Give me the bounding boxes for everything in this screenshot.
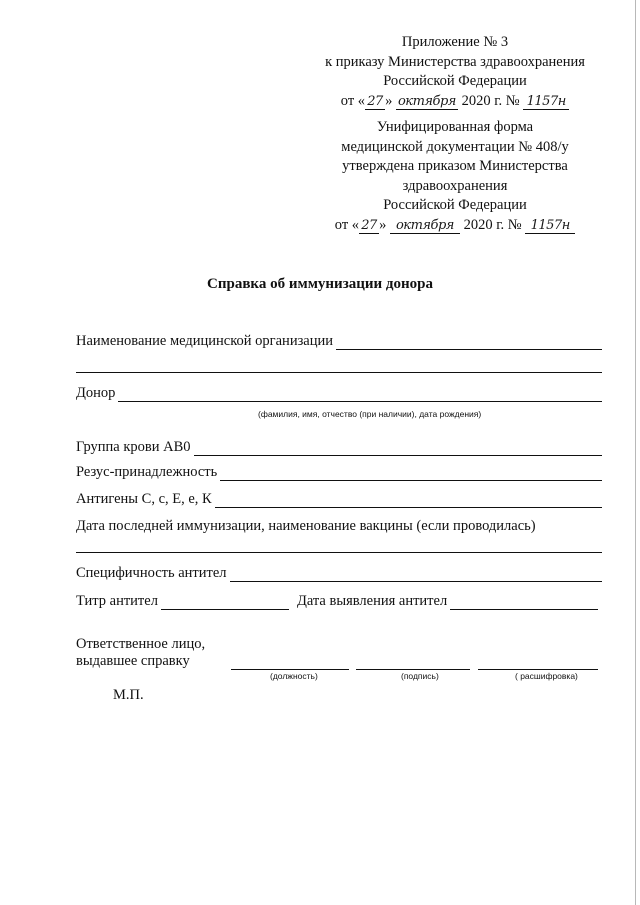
stamp-place: М.П. xyxy=(113,687,144,703)
handwritten-order-no: 1157н xyxy=(523,94,569,110)
antigens-input-line[interactable] xyxy=(215,492,602,508)
handwritten-month: октября xyxy=(396,94,458,110)
antigens-field xyxy=(76,488,602,508)
antigens-label: Антигены С, с, Е, е, К xyxy=(76,491,212,507)
document-title: Справка об иммунизации донора xyxy=(207,276,433,292)
date-mid: » xyxy=(379,216,387,233)
org-input-line[interactable] xyxy=(336,334,602,350)
appendix-line1: Приложение № 3 xyxy=(401,34,509,50)
detection-date-input-line[interactable] xyxy=(450,594,598,610)
org-input-line-2[interactable] xyxy=(76,372,602,373)
org-label: Наименование медицинской организации xyxy=(76,333,334,349)
donor-input-line[interactable] xyxy=(118,386,602,402)
form-approval-note xyxy=(300,118,610,235)
position-input-line[interactable] xyxy=(231,668,349,670)
responsible-line1: Ответственное лицо, xyxy=(76,636,206,652)
form-note-line3: утверждена приказом Министерства xyxy=(342,158,568,174)
donor-field xyxy=(76,382,602,402)
specificity-input-line[interactable] xyxy=(230,566,602,582)
specificity-label: Специфичность антител xyxy=(76,565,227,581)
signature-caption: (подпись) xyxy=(401,671,439,681)
rh-label: Резус-принадлежность xyxy=(76,464,218,480)
date-prefix: от « xyxy=(334,216,360,233)
date-year: 2020 г. № xyxy=(463,216,522,233)
appendix-line3: Российской Федерации xyxy=(383,73,527,89)
form-note-line5: Российской Федерации xyxy=(383,197,527,213)
decoding-input-line[interactable] xyxy=(478,668,598,670)
detection-date-label: Дата выявления антител xyxy=(296,593,448,609)
appendix-header xyxy=(300,33,610,111)
appendix-line2: к приказу Министерства здравоохранения xyxy=(325,53,585,70)
form-note-date-line xyxy=(300,216,610,236)
rh-input-line[interactable] xyxy=(220,465,602,481)
page-edge xyxy=(635,0,636,905)
blood-group-label: Группа крови АВ0 xyxy=(76,439,191,455)
org-field xyxy=(76,330,602,350)
form-note-line2: медицинской документации № 408/у xyxy=(341,138,569,155)
specificity-field xyxy=(76,562,602,582)
appendix-date-line xyxy=(300,92,610,112)
blood-group-field xyxy=(76,436,602,456)
blood-group-input-line[interactable] xyxy=(194,440,602,456)
date-year: 2020 г. № xyxy=(461,92,520,109)
decoding-caption: ( расшифровка) xyxy=(515,671,578,681)
rh-field xyxy=(76,461,602,481)
titer-detection-field xyxy=(76,590,598,610)
form-note-line1: Унифицированная форма xyxy=(376,119,534,135)
handwritten-day: 27 xyxy=(359,218,379,234)
titer-label: Титр антител xyxy=(76,593,158,609)
date-prefix: от « xyxy=(340,92,366,109)
titer-input-line[interactable] xyxy=(161,594,289,610)
signature-input-line[interactable] xyxy=(356,668,470,670)
handwritten-month: октября xyxy=(390,218,460,234)
responsible-line2: выдавшее справку xyxy=(76,653,190,669)
position-caption: (должность) xyxy=(270,671,318,681)
donor-label: Донор xyxy=(76,385,116,401)
date-mid: » xyxy=(385,92,393,109)
form-note-line4: здравоохранения xyxy=(402,177,508,194)
handwritten-day: 27 xyxy=(365,94,385,110)
last-immunization-label: Дата последней иммунизации, наименование вакцины (если проводилась) xyxy=(76,518,536,534)
donor-caption: (фамилия, имя, отчество (при наличии), дата рождения) xyxy=(258,409,482,419)
handwritten-order-no: 1157н xyxy=(525,218,575,234)
last-immunization-input-line[interactable] xyxy=(76,552,602,553)
